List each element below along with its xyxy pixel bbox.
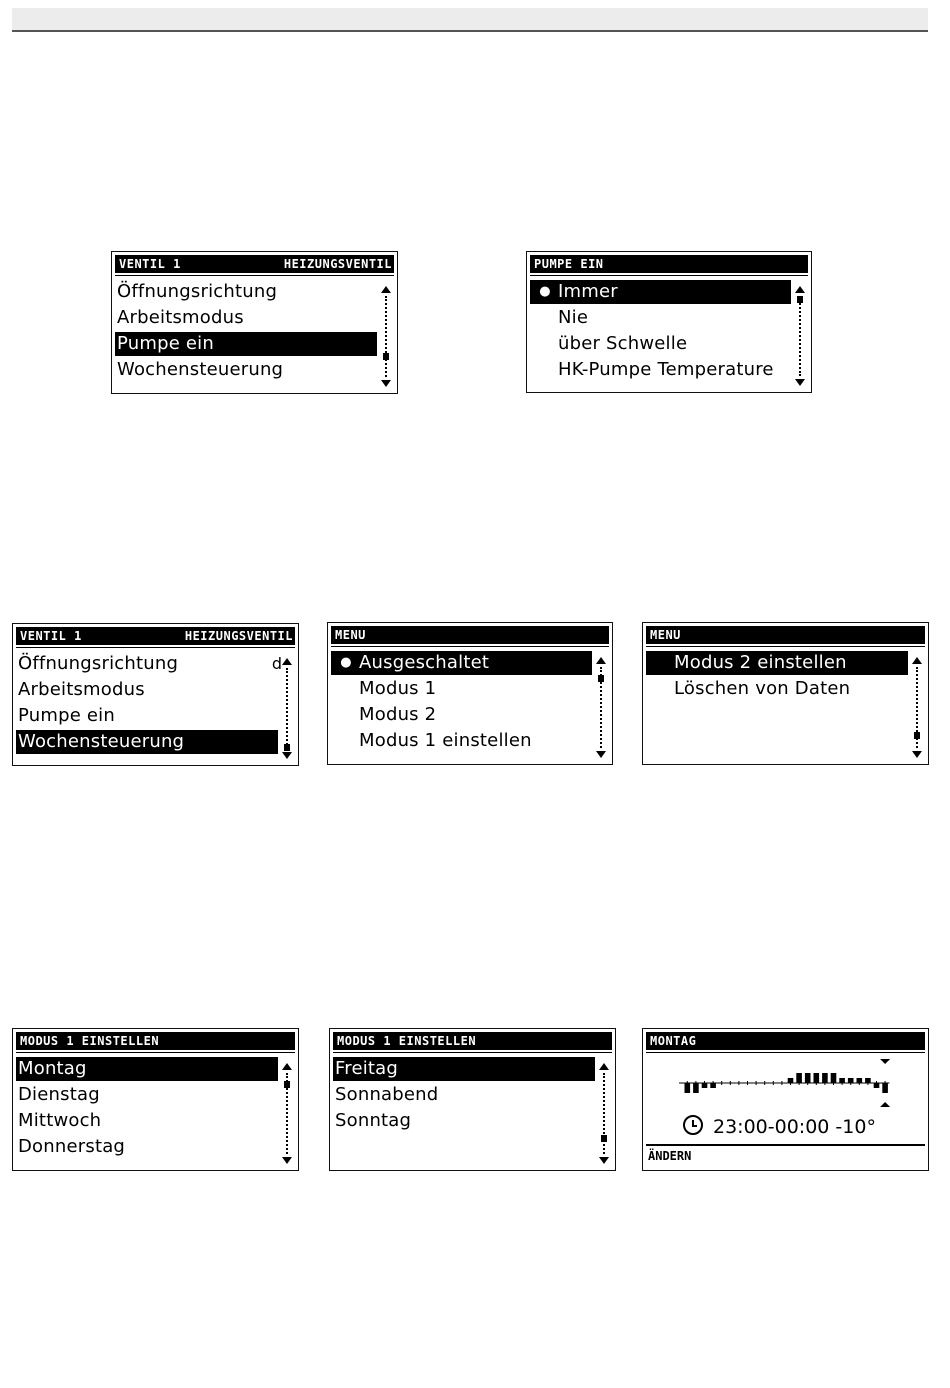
menu-list	[16, 652, 278, 756]
scroll-down-arrow-icon[interactable]	[596, 751, 606, 758]
menu-item-label: Donnerstag	[18, 1136, 126, 1157]
menu-item[interactable]	[16, 1109, 278, 1133]
radio-bullet-icon: ●	[340, 655, 352, 670]
scrollbar[interactable]	[912, 657, 922, 758]
menu-item[interactable]	[530, 332, 791, 356]
screen-header	[331, 626, 609, 644]
menu-item-label: Dienstag	[18, 1084, 100, 1105]
menu-item[interactable]	[16, 652, 278, 676]
hour-bar[interactable]	[805, 1073, 811, 1083]
scroll-down-arrow-icon[interactable]	[282, 752, 292, 759]
scroll-down-arrow-icon[interactable]	[795, 379, 805, 386]
device-screen	[526, 251, 812, 393]
truncated-text-fragment: d	[271, 654, 282, 673]
menu-item-label: Wochensteuerung	[18, 731, 185, 752]
menu-item-label: Modus 2	[359, 704, 437, 725]
menu-list	[331, 651, 592, 755]
menu-item[interactable]	[331, 677, 592, 701]
hour-bar[interactable]	[702, 1083, 708, 1088]
scroll-down-arrow-icon[interactable]	[381, 380, 391, 387]
selected-hour-marker-icon	[880, 1059, 890, 1064]
menu-item-label: Modus 1	[359, 678, 437, 699]
hour-bar[interactable]	[693, 1083, 699, 1093]
scroll-thumb[interactable]	[284, 744, 290, 751]
menu-item-label: Sonnabend	[335, 1084, 439, 1105]
screen-subtitle: HEIZUNGSVENTIL	[283, 257, 392, 271]
device-screen	[329, 1028, 616, 1171]
scroll-thumb[interactable]	[797, 296, 803, 303]
menu-item[interactable]	[115, 332, 377, 356]
menu-item[interactable]	[646, 651, 908, 675]
schedule-chart[interactable]	[643, 1053, 929, 1113]
scroll-up-arrow-icon[interactable]	[795, 286, 805, 293]
menu-list	[333, 1057, 595, 1135]
change-action[interactable]: ÄNDERN	[646, 1144, 925, 1166]
menu-list	[16, 1057, 278, 1161]
menu-item[interactable]	[16, 678, 278, 702]
hour-bar[interactable]	[685, 1083, 691, 1093]
scroll-track	[799, 296, 801, 376]
menu-item[interactable]	[530, 358, 791, 382]
device-screen	[111, 251, 398, 394]
scroll-down-arrow-icon[interactable]	[282, 1157, 292, 1164]
menu-item-label: Öffnungsrichtung	[117, 281, 278, 302]
menu-item-label: Ausgeschaltet	[359, 652, 490, 673]
screen-title: VENTIL 1	[20, 629, 82, 643]
menu-list	[115, 280, 377, 384]
scrollbar[interactable]	[282, 658, 292, 759]
scrollbar[interactable]	[599, 1063, 609, 1164]
hour-bar[interactable]	[831, 1073, 837, 1083]
menu-item[interactable]	[115, 358, 377, 382]
screen-header	[16, 627, 295, 645]
scrollbar[interactable]	[381, 286, 391, 387]
scroll-down-arrow-icon[interactable]	[912, 751, 922, 758]
scroll-up-arrow-icon[interactable]	[596, 657, 606, 664]
menu-item[interactable]	[16, 1083, 278, 1107]
scroll-up-arrow-icon[interactable]	[381, 286, 391, 293]
temperature-offset: -10°	[835, 1116, 876, 1138]
hour-bar[interactable]	[822, 1073, 828, 1083]
scroll-track	[286, 668, 288, 749]
menu-item[interactable]	[16, 1135, 278, 1159]
menu-item-label: Pumpe ein	[117, 333, 214, 354]
scroll-track	[385, 296, 387, 377]
menu-item-label: Arbeitsmodus	[117, 307, 244, 328]
schedule-screen	[642, 1028, 929, 1171]
hour-bar[interactable]	[710, 1083, 716, 1088]
scroll-up-arrow-icon[interactable]	[282, 658, 292, 665]
scrollbar[interactable]	[596, 657, 606, 758]
top-banner	[12, 8, 928, 32]
screen-title: MENU	[335, 628, 366, 642]
hour-bar[interactable]	[796, 1073, 802, 1083]
menu-item[interactable]	[333, 1057, 595, 1081]
menu-item-label: über Schwelle	[558, 333, 688, 354]
scroll-thumb[interactable]	[601, 1135, 607, 1142]
device-screen	[12, 1028, 299, 1171]
menu-item[interactable]	[331, 651, 592, 675]
menu-item-label: Öffnungsrichtung	[18, 653, 179, 674]
scroll-thumb[interactable]	[284, 1081, 290, 1088]
menu-item-label: Nie	[558, 307, 589, 328]
screen-title: MENU	[650, 628, 681, 642]
scroll-up-arrow-icon[interactable]	[912, 657, 922, 664]
screen-header	[115, 255, 394, 273]
schedule-timeline	[683, 1115, 876, 1138]
menu-item-label: Montag	[18, 1058, 87, 1079]
screen-header	[16, 1032, 295, 1050]
device-screen	[327, 622, 613, 765]
scroll-up-arrow-icon[interactable]	[599, 1063, 609, 1070]
hour-bar[interactable]	[874, 1083, 880, 1088]
scrollbar[interactable]	[282, 1063, 292, 1164]
menu-item-label: HK-Pumpe Temperature	[558, 359, 774, 380]
menu-item-label: Modus 2 einstellen	[674, 652, 847, 673]
scroll-thumb[interactable]	[914, 732, 920, 739]
menu-item[interactable]	[530, 306, 791, 330]
scroll-down-arrow-icon[interactable]	[599, 1157, 609, 1164]
screen-header	[646, 1032, 925, 1050]
menu-item-label: Freitag	[335, 1058, 399, 1079]
device-screen	[642, 622, 929, 765]
menu-item[interactable]	[16, 1057, 278, 1081]
clock-icon	[683, 1115, 703, 1135]
menu-item-label: Löschen von Daten	[674, 678, 851, 699]
screen-header	[333, 1032, 612, 1050]
menu-item[interactable]	[530, 280, 791, 304]
scroll-thumb[interactable]	[383, 353, 389, 360]
scrollbar[interactable]	[795, 286, 805, 386]
hour-bar[interactable]	[788, 1078, 794, 1083]
screen-header	[646, 626, 925, 644]
screen-title: VENTIL 1	[119, 257, 181, 271]
screen-title: PUMPE EIN	[534, 257, 604, 271]
radio-bullet-icon: ●	[539, 284, 551, 299]
menu-item-label: Mittwoch	[18, 1110, 102, 1131]
menu-item-label: Sonntag	[335, 1110, 412, 1131]
menu-item[interactable]	[331, 703, 592, 727]
menu-item-label: Wochensteuerung	[117, 359, 284, 380]
menu-list	[530, 280, 791, 384]
screen-header	[530, 255, 808, 273]
menu-item-label: Modus 1 einstellen	[359, 730, 532, 751]
menu-item-label: Arbeitsmodus	[18, 679, 145, 700]
menu-item-label: Pumpe ein	[18, 705, 115, 726]
hour-bar[interactable]	[882, 1083, 888, 1093]
screen-subtitle: HEIZUNGSVENTIL	[184, 629, 293, 643]
menu-item[interactable]	[16, 730, 278, 754]
menu-item[interactable]	[333, 1083, 595, 1107]
screen-title: MODUS 1 EINSTELLEN	[337, 1034, 477, 1048]
hour-bar[interactable]	[814, 1073, 820, 1083]
scroll-up-arrow-icon[interactable]	[282, 1063, 292, 1070]
menu-item[interactable]	[646, 677, 908, 701]
menu-item[interactable]	[331, 729, 592, 753]
hour-bar[interactable]	[857, 1078, 863, 1083]
selected-hour-marker-icon	[880, 1102, 890, 1107]
scroll-thumb[interactable]	[598, 675, 604, 682]
hour-bar[interactable]	[848, 1078, 854, 1083]
time-range: 23:00-00:00	[713, 1116, 830, 1138]
menu-item-label: Immer	[558, 281, 618, 302]
screen-title: MONTAG	[650, 1034, 697, 1048]
device-screen	[12, 623, 299, 766]
menu-item[interactable]	[115, 306, 377, 330]
hour-bar[interactable]	[839, 1078, 845, 1083]
menu-item[interactable]	[115, 280, 377, 304]
menu-item[interactable]	[16, 704, 278, 728]
menu-item[interactable]	[333, 1109, 595, 1133]
hour-bar[interactable]	[865, 1078, 871, 1083]
menu-list	[646, 651, 908, 703]
screen-title: MODUS 1 EINSTELLEN	[20, 1034, 160, 1048]
